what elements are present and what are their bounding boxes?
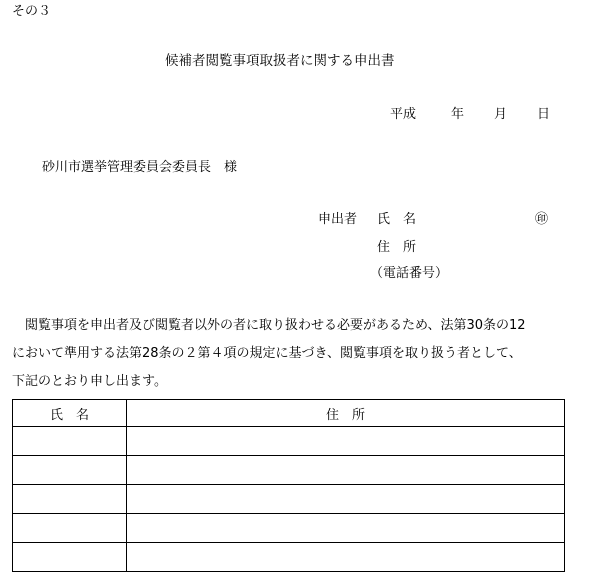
cell-name[interactable] <box>13 543 127 572</box>
column-header-address: 住 所 <box>127 400 565 427</box>
cell-address[interactable] <box>127 514 565 543</box>
cell-address[interactable] <box>127 543 565 572</box>
table-row <box>13 427 565 456</box>
cell-address[interactable] <box>127 485 565 514</box>
page-title: 候補者閲覧事項取扱者に関する申出書 <box>165 53 395 69</box>
column-header-name: 氏 名 <box>13 400 127 427</box>
date-era: 平成 <box>390 107 417 122</box>
body-line-2: において準用する法第28条の２第４項の規定に基づき、閲覧事項を取り扱う者として、 <box>12 346 522 361</box>
date-day: 日 <box>537 107 551 122</box>
cell-name[interactable] <box>13 456 127 485</box>
cell-name[interactable] <box>13 427 127 456</box>
entries-table <box>12 399 565 572</box>
body-line-3: 下記のとおり申し出ます。 <box>12 374 167 389</box>
table-header-row <box>13 400 565 427</box>
applicant-label: 申出者 <box>318 212 358 227</box>
table-row <box>13 543 565 572</box>
sheet-number: その３ <box>12 4 52 19</box>
applicant-phone-label: （電話番号） <box>370 266 449 281</box>
date-month: 月 <box>494 107 508 122</box>
seal-icon: ㊞ <box>535 212 549 227</box>
cell-address[interactable] <box>127 427 565 456</box>
body-line-1: 閲覧事項を申出者及び閲覧者以外の者に取り扱わせる必要があるため、法第30条の12 <box>12 318 526 333</box>
table-row <box>13 485 565 514</box>
applicant-name-label: 氏 名 <box>377 212 417 227</box>
table-row <box>13 514 565 543</box>
cell-address[interactable] <box>127 456 565 485</box>
cell-name[interactable] <box>13 485 127 514</box>
cell-name[interactable] <box>13 514 127 543</box>
applicant-address-label: 住 所 <box>377 240 417 255</box>
addressee: 砂川市選挙管理委員会委員長 様 <box>42 160 238 175</box>
table-row <box>13 456 565 485</box>
date-year: 年 <box>451 107 465 122</box>
